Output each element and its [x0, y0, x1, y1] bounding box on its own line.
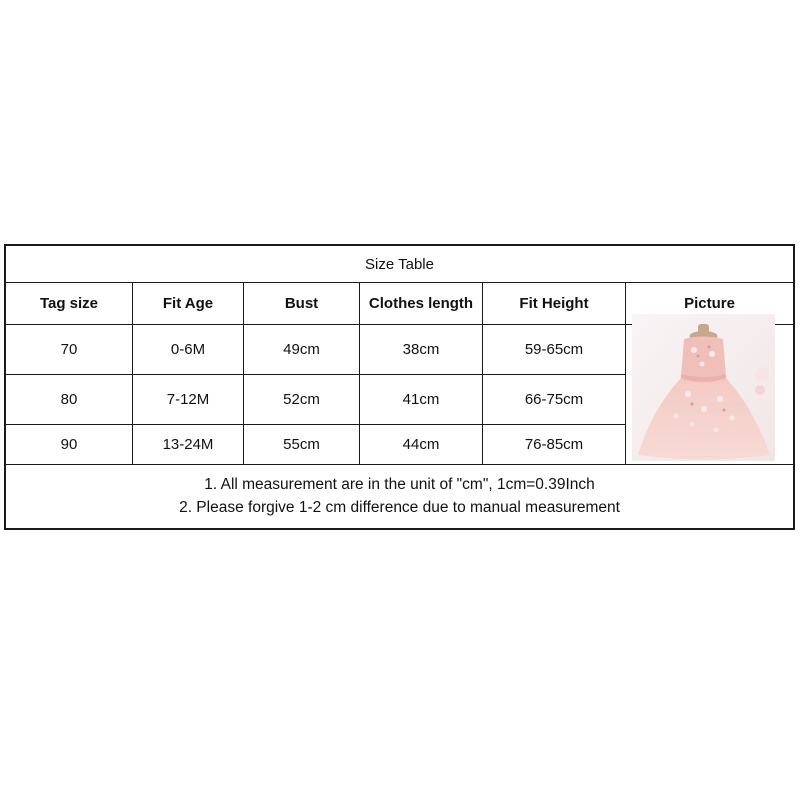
dress-image	[632, 314, 775, 461]
note-line: 2. Please forgive 1-2 cm difference due to manual measurement	[179, 499, 620, 516]
cell-fit-age: 0-6M	[133, 325, 244, 375]
cell-fit-age: 13-24M	[133, 425, 244, 464]
header-picture: Picture	[626, 282, 793, 325]
cell-bust: 49cm	[244, 325, 360, 375]
header-fit-height: Fit Height	[483, 282, 626, 325]
cell-tag-size: 80	[6, 375, 133, 425]
cell-bust: 55cm	[244, 425, 360, 464]
header-clothes-length: Clothes length	[360, 282, 483, 325]
header-bust: Bust	[244, 282, 360, 325]
cell-fit-height: 66-75cm	[483, 375, 626, 425]
cell-bust: 52cm	[244, 375, 360, 425]
cell-clothes-length: 38cm	[360, 325, 483, 375]
header-fit-age: Fit Age	[133, 282, 244, 325]
cell-clothes-length: 44cm	[360, 425, 483, 464]
header-tag-size: Tag size	[6, 282, 133, 325]
dress-picture	[632, 314, 775, 461]
note-line: 1. All measurement are in the unit of "cm", 1cm=0.39Inch	[204, 476, 595, 493]
cell-fit-age: 7-12M	[133, 375, 244, 425]
size-table-title: Size Table	[6, 246, 793, 283]
cell-fit-height: 76-85cm	[483, 425, 626, 464]
cell-tag-size: 70	[6, 325, 133, 375]
cell-clothes-length: 41cm	[360, 375, 483, 425]
size-notes	[6, 464, 793, 528]
cell-tag-size: 90	[6, 425, 133, 464]
cell-fit-height: 59-65cm	[483, 325, 626, 375]
